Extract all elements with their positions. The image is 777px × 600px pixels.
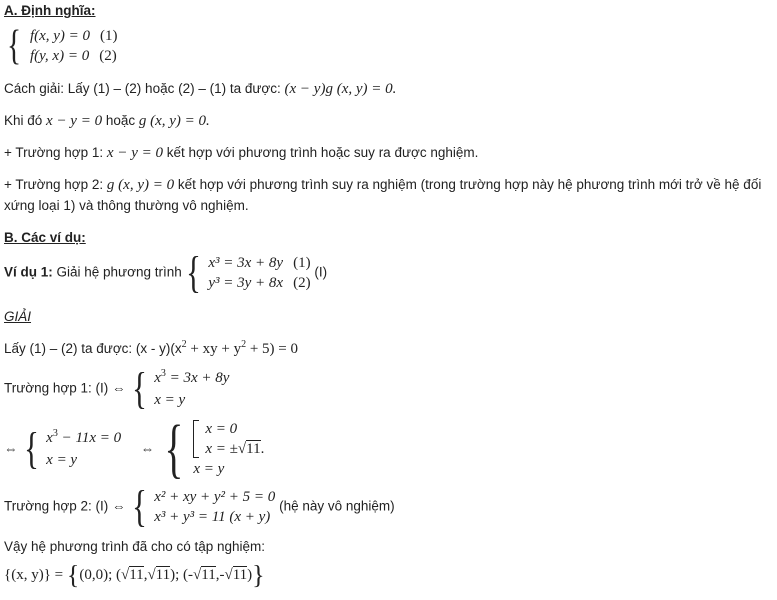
section-a-heading: A. Định nghĩa: <box>4 3 96 18</box>
case2-line2: xứng loại 1) và thông thường vô nghiệm. <box>4 198 249 213</box>
case1-line: + Trường hợp 1: x − y = 0 kết hợp với phương trình hoặc suy ra được nghiệm. <box>4 145 479 161</box>
example1-line: Ví dụ 1: Giải hệ phương trình { x³ = 3x + 8y (1) y³ = 3y + 8x (2) (I) <box>4 248 328 297</box>
then-line: Khi đó x − y = 0 hoặc g (x, y) = 0. <box>4 113 210 129</box>
conclusion-line: Vậy hệ phương trình đã cho có tập nghiệm: <box>4 539 266 554</box>
subtract-line: Lấy (1) – (2) ta được: $(x - y)(x^2$ + xy + $y^2 + 5) = 0$ <box>4 339 299 357</box>
method-line: Cách giải: Lấy (1) – (2) hoặc (2) – (1) ta được: (x − y)g (x, y) = 0. <box>4 81 397 97</box>
equivalence-block: ⇔ { $x^3 - 11x = 0$ x = y ⇔ { x = 0 x = ±√11. x = y <box>4 412 265 485</box>
result-line: {(x, y)} = {(0,0); (√11,√11); (-√11,-√11)} <box>4 560 265 590</box>
case2-line: + Trường hợp 2: g (x, y) = 0 kết hợp với phương trình suy ra nghiệm (trong trường hợp này hệ phương trình mới trở về hệ đối <box>4 177 762 193</box>
section-b-heading: B. Các ví dụ: <box>4 230 86 245</box>
tr1-line: Trường hợp 1: (I) ⇔ { $x^3 = 3x + 8y$ x = y <box>4 364 230 413</box>
tr2-line: Trường hợp 2: (I) ⇔ { x² + xy + y² + 5 = 0 x³ + y³ = 11 (x + y) (hệ này vô nghiệm) <box>4 482 395 531</box>
definition-system: { f(x, y) = 0 (1) f(y, x) = 0 (2) <box>7 23 118 69</box>
solution-label: GIẢI <box>4 309 32 324</box>
